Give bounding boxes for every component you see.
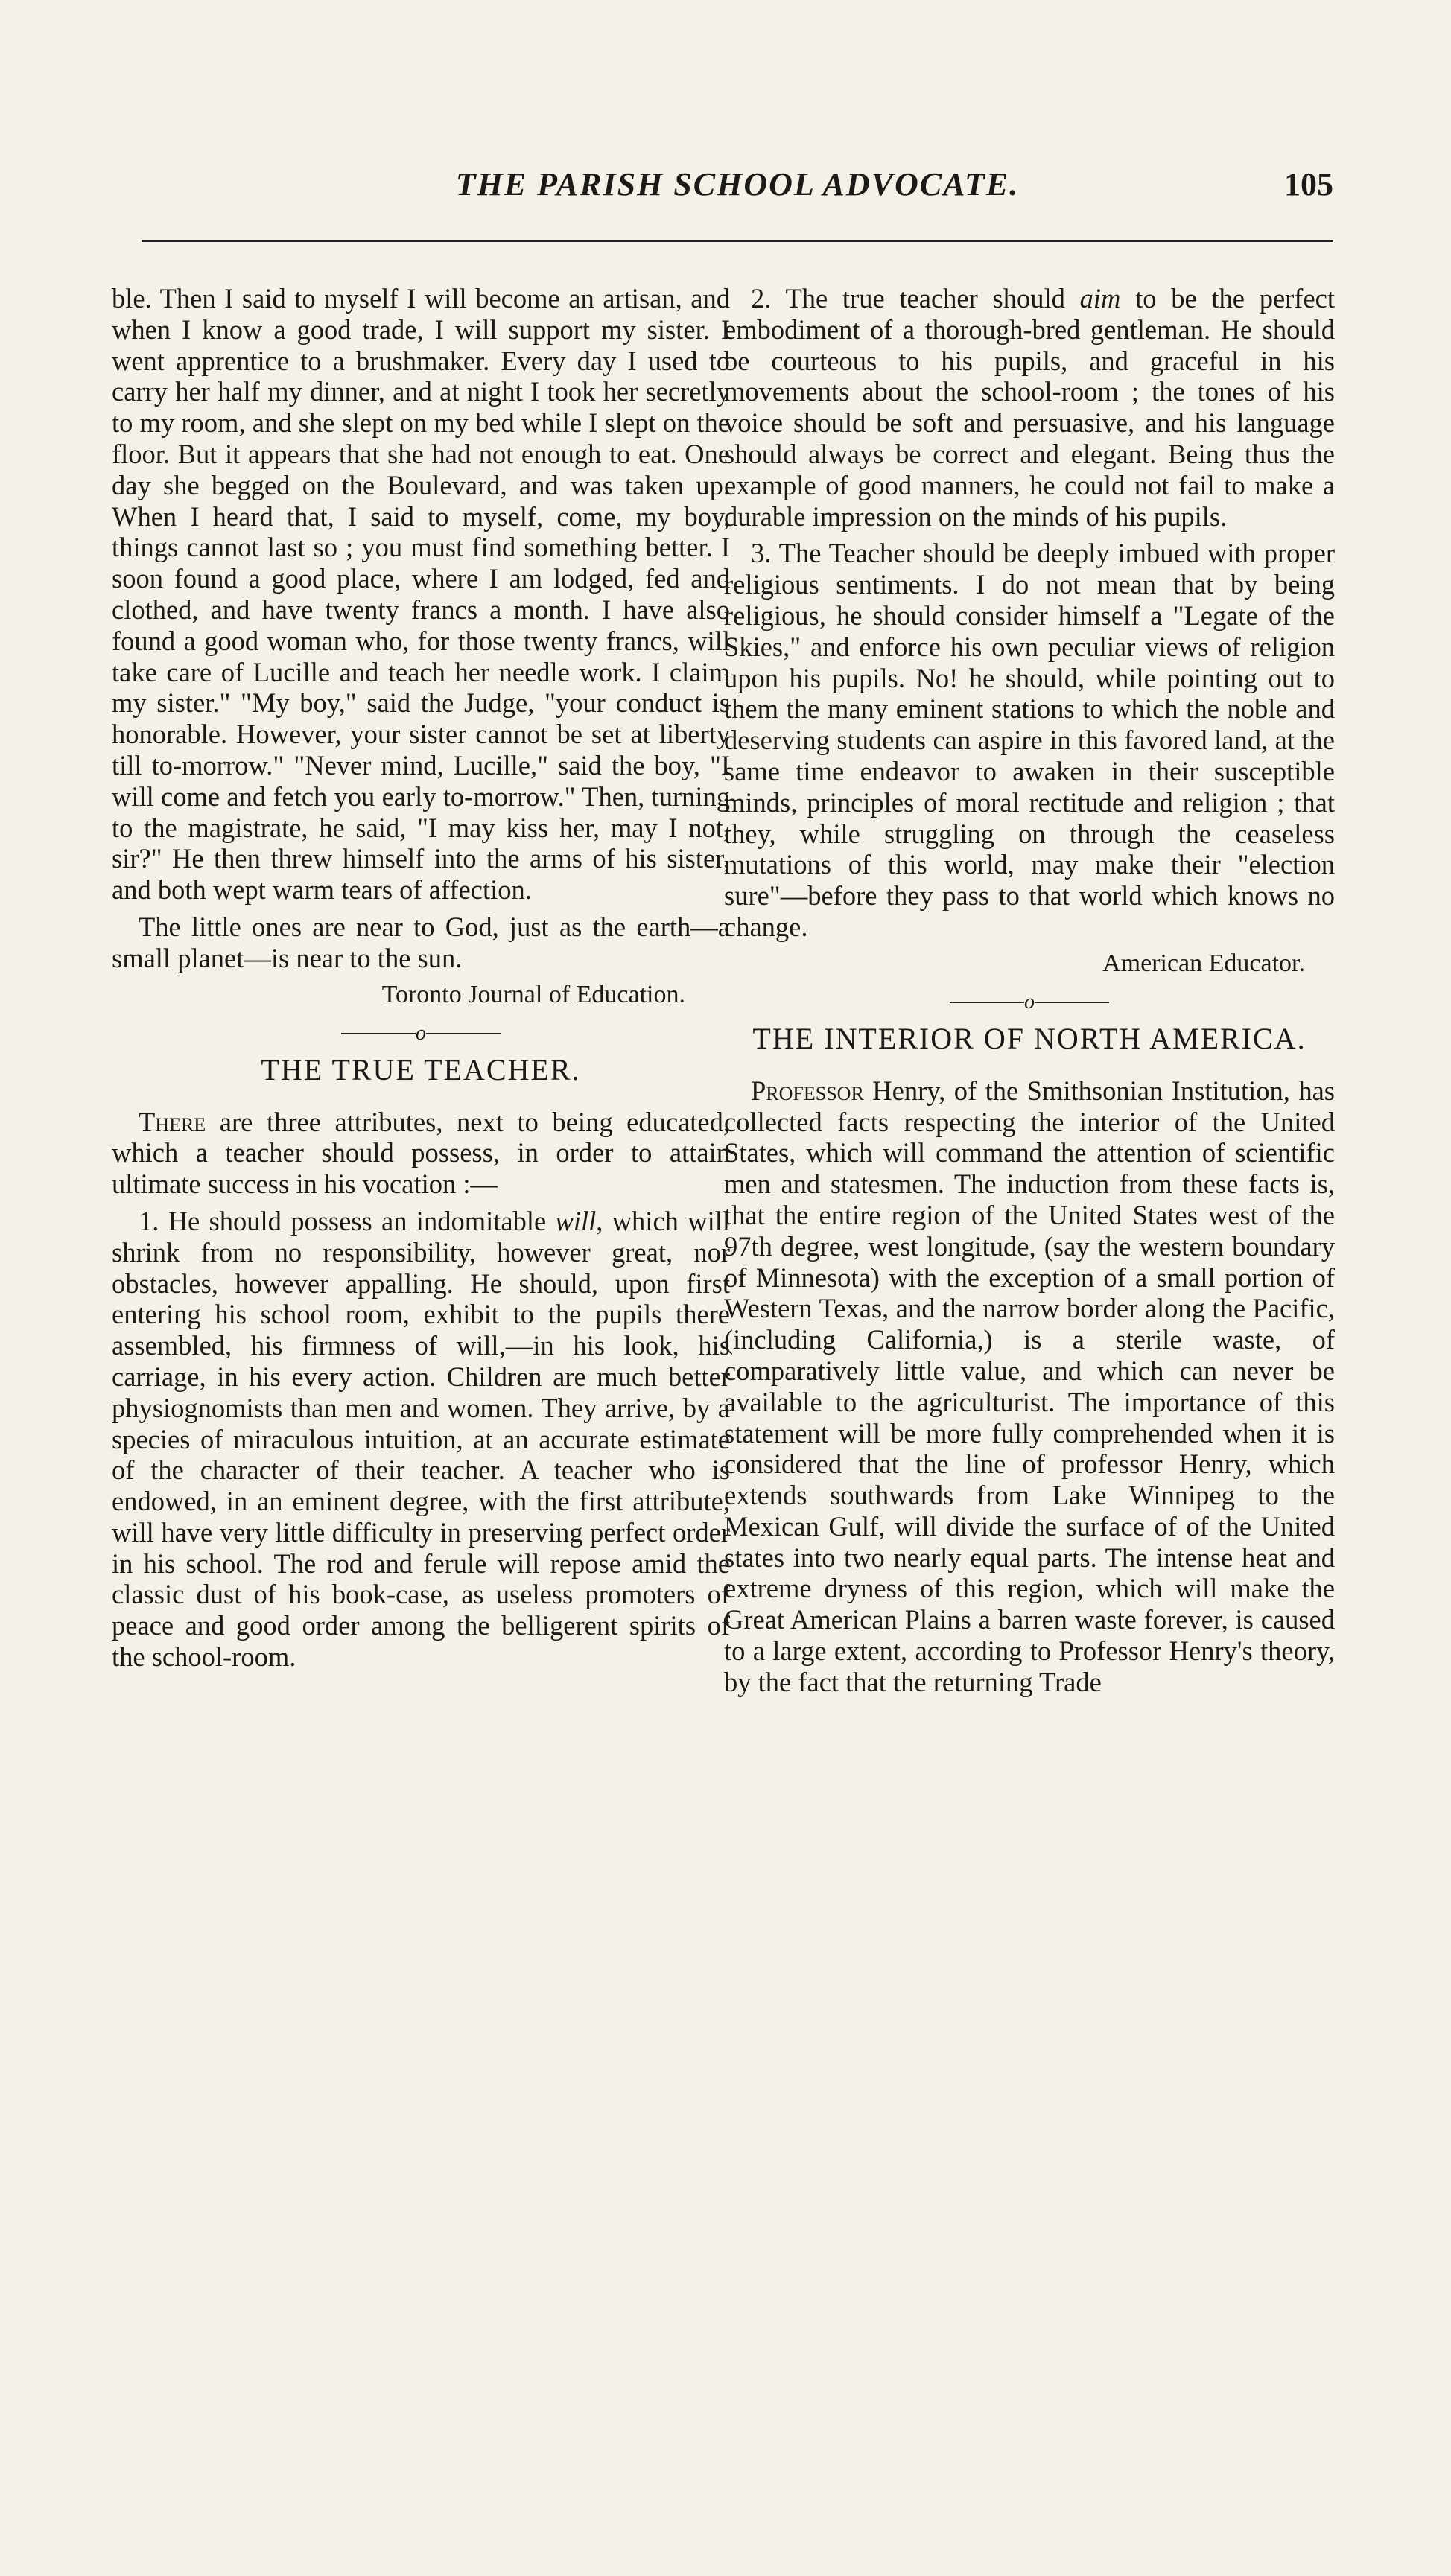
header-rule: [142, 240, 1333, 242]
section-separator: [112, 1017, 730, 1050]
right-column: [724, 283, 1335, 1704]
separator-line: [950, 1002, 1024, 1003]
page-number: 105: [1284, 166, 1333, 203]
section-separator: [724, 986, 1335, 1019]
point-one-lead: 1. He should possess an indomitable: [139, 1205, 556, 1236]
separator-ornament: o: [1024, 990, 1035, 1014]
point-two-emphasis: aim: [1079, 283, 1121, 314]
separator-line: [1035, 1002, 1109, 1003]
article-paragraph: [724, 1075, 1335, 1698]
intro-text: are three attributes, next to being educated, which a teacher should possess, in order to attain ultimate success in his vocation :—: [112, 1106, 730, 1200]
point-one-text: , which will shrink from no responsibility, however great, nor obstacles, however appalling. He should, upon first entering his school room, exhibit to the pupils there assembled, his firmness of will,—in his look, his carriage, in his every action. Children are much better physiognomists than men and women. They arrive, by a species of miraculous intuition, at an accurate estimate of the character of their teacher. A teacher who is endowed, in an eminent degree, with the first attribute, will have very little difficulty in preserving perfect order in his school. The rod and ferule will repose amid the classic dust of his book-case, as useless promoters of peace and good order among the belligerent spirits of the school-room.: [112, 1205, 730, 1673]
point-three-paragraph: 3. The Teacher should be deeply imbued with proper religious sentiments. I do not mean that by being religious, he should consider himself a "Legate of the Skies," and enforce his own peculiar views of religion upon his pupils. No! he should, while pointing out to them the many eminent stations to which the noble and deserving students can aspire in this favored land, at the same time endeavor to awaken in their susceptible minds, principles of moral rectitude and religion ; that they, while struggling on through the ceaseless mutations of this world, may make their "election sure"—before they pass to that world which knows no change.: [724, 538, 1335, 942]
point-one-emphasis: will: [555, 1205, 597, 1236]
left-column: [112, 283, 730, 1679]
article-text: Henry, of the Smithsonian Institution, has collected facts respecting the interior of the United States, which will command the attention of scientific men and statesmen. The induction from these facts is, that the entire region of the United States west of the 97th degree, west longitude, (say the western boundary of Minnesota) with the exception of a small portion of Western Texas, and the narrow border along the Pacific, (including California,) is a sterile waste, of comparatively little value, and which can never be available to the agriculturist. The importance of this statement will be more fully comprehended when it is considered that the line of professor Henry, which extends southwards from Lake Winnipeg to the Mexican Gulf, will divide the surface of of the United states into two nearly equal parts. The intense heat and extreme dryness of this region, which will make the Great American Plains a barren waste forever, is caused to a large extent, according to Professor Henry's theory, by the fact that the returning Trade: [724, 1075, 1335, 1697]
source-credit: American Educator.: [1102, 949, 1305, 977]
intro-paragraph: [112, 1107, 730, 1200]
point-two-paragraph: [724, 283, 1335, 532]
closing-paragraph: The little ones are near to God, just as the earth—a small planet—is near to the sun.: [112, 911, 730, 973]
separator-ornament: o: [416, 1021, 426, 1045]
source-credit: Toronto Journal of Education.: [381, 980, 685, 1008]
drop-lead-word: Professor: [751, 1075, 864, 1106]
point-one-paragraph: [112, 1206, 730, 1673]
section-title-true-teacher: THE TRUE TEACHER.: [261, 1052, 581, 1087]
drop-lead-word: There: [139, 1106, 206, 1137]
separator-line: [341, 1033, 416, 1034]
running-head: [142, 165, 1333, 217]
section-title-interior-america: THE INTERIOR OF NORTH AMERICA.: [752, 1021, 1306, 1055]
separator-line: [426, 1033, 501, 1034]
publication-title: THE PARISH SCHOOL ADVOCATE.: [455, 166, 1020, 203]
continued-story-paragraph: ble. Then I said to myself I will become an artisan, and when I know a good trade, I will support my sister. I went apprentice to a brushmaker. Every day I used to carry her half my dinner, and at night I took her secretly to my room, and she slept on my bed while I slept on the floor. But it appears that she had not enough to eat. One day she begged on the Boulevard, and was taken up. When I heard that, I said to myself, come, my boy, things cannot last so ; you must find something better. I soon found a good place, where I am lodged, fed and clothed, and have twenty francs a month. I have also found a good woman who, for those twenty francs, will take care of Lucille and teach her needle work. I claim my sister." "My boy," said the Judge, "your conduct is honorable. However, your sister cannot be set at liberty till to-morrow." "Never mind, Lucille," said the boy, "I will come and fetch you early to-morrow." Then, turning to the magistrate, he said, "I may kiss her, may I not, sir?" He then threw himself into the arms of his sister, and both wept warm tears of affection.: [112, 283, 730, 906]
point-two-text: to be the perfect embodiment of a thorough-bred gentleman. He should be courteous to his pupils, and graceful in his movements about the school-room ; the tones of his voice should be soft and persuasive, and his language should always be correct and elegant. Being thus the example of good manners, he could not fail to make a durable impression on the minds of his pupils.: [724, 283, 1335, 532]
point-two-lead: 2. The true teacher should: [751, 283, 1080, 314]
